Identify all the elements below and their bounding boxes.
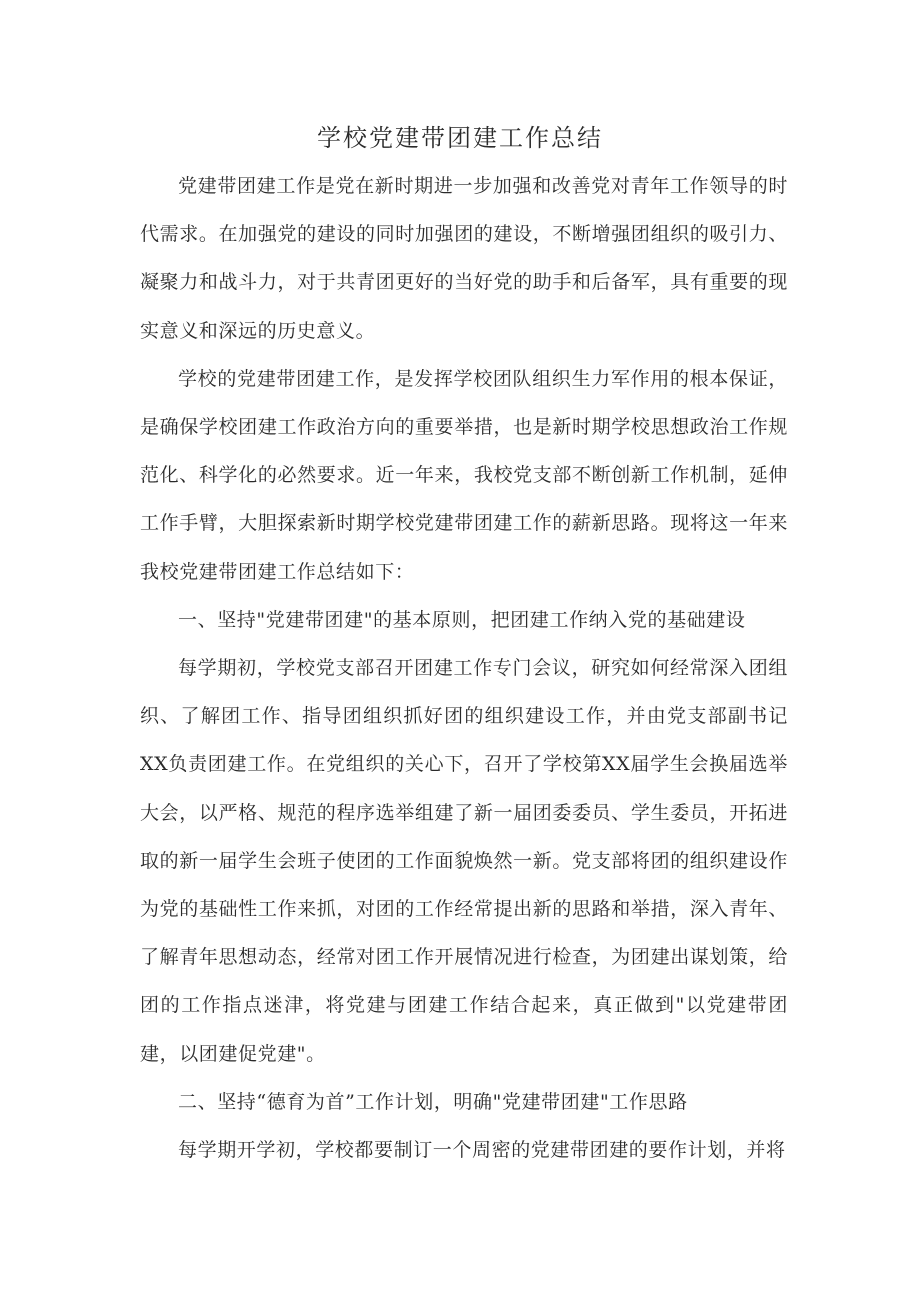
section-heading-2: 二、坚持“德育为首”工作计划，明确"党建带团建"工作思路 bbox=[178, 1090, 688, 1113]
document-title: 学校党建带团建工作总结 bbox=[317, 124, 603, 152]
paragraph-overview: 学校的党建带团建工作，是发挥学校团队组织生力军作用的根本保证，是确保学校团建工作政治方向的重要举措，也是新时期学校思想政治工作规范化、科学化的必然要求。近一年来，我校党支部不断创新工作机制，延伸工作手臂，大胆探索新时期学校党建带团建工作的薪新思路。现将这一年来我校党建带团建工作总结如下： bbox=[140, 367, 788, 583]
paragraph-intro: 党建带团建工作是党在新时期进一步加强和改善党对青年工作领导的时代需求。在加强党的建设的同时加强团的建设，不断增强团组织的吸引力、凝聚力和战斗力，对于共青团更好的当好党的助手和后备军，具有重要的现实意义和深远的历史意义。 bbox=[140, 175, 788, 342]
paragraph-section-1: 每学期初，学校党支部召开团建工作专门会议，研究如何经常深入团组织、了解团工作、指导团组织抓好团的组织建设工作，并由党支部副书记XX负责团建工作。在党组织的关心下，召开了学校第XX届学生会换届选举大会，以严格、规范的程序选举组建了新一届团委委员、学生委员，开拓进取的新一届学生会班子使团的工作面貌焕然一新。党支部将团的组织建设作为党的基础性工作来抓，对团的工作经常提出新的思路和举措，深入青年、了解青年思想动态，经常对团工作开展情况进行检查，为团建出谋划策，给团的工作指点迷津，将党建与团建工作结合起来，真正做到"以党建带团建，以团建促党建"。 bbox=[140, 657, 788, 1065]
paragraph-section-2: 每学期开学初，学校都要制订一个周密的党建带团建的要作计划，并将 bbox=[178, 1139, 786, 1162]
document-body bbox=[140, 162, 788, 1174]
section-heading-1: 一、坚持"党建带团建"的基本原则，把团建工作纳入党的基础建设 bbox=[178, 608, 746, 631]
